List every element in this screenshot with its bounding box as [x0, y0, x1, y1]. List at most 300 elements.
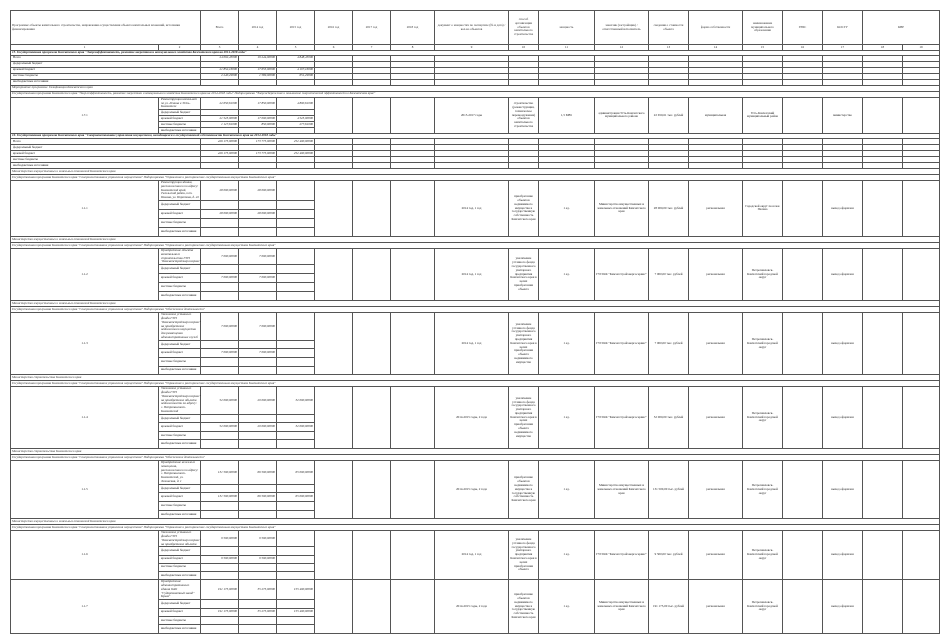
table-cell [903, 97, 940, 133]
funding-total: 52 000,00000 [201, 423, 239, 432]
column-header: КВР [863, 11, 940, 45]
funding-label: внебюджетные источники [159, 510, 201, 519]
object-row [11, 313, 940, 341]
column-number: 14 [689, 45, 743, 51]
header-row [11, 11, 940, 45]
funding-label: федеральный бюджет [11, 144, 201, 150]
funding-year-2 [277, 484, 315, 493]
funding-total: 426 175,00000 [201, 138, 239, 144]
object-cost: 7 000,00 тыс. рублей [649, 248, 689, 300]
funding-year-2 [277, 440, 315, 449]
column-number: 4 [239, 45, 277, 51]
funding-year-2: 155 400,00000 [277, 608, 315, 616]
funding-year-1: 19 244,00000 [239, 55, 277, 61]
funding-total [201, 547, 239, 555]
object-cost: 52 000,00 тыс. рублей [649, 387, 689, 449]
object-capacity: 1,5 МВт [539, 97, 595, 133]
object-name: Реконструкция котельной по ул. Ленина в Усть-Камчатске [159, 97, 201, 109]
object-method: увеличение уставного фонда государственного унитарного предприятия Камчатского края в целях приобретения объекта [509, 531, 539, 580]
section-note: Министерство строительства Камчатского края [11, 449, 940, 455]
funding-total: 7 000,00000 [201, 349, 239, 358]
column-header: ГРБС [783, 11, 823, 45]
column-header: 2016 год [315, 11, 353, 45]
table-cell [315, 97, 353, 133]
funding-total [201, 414, 239, 423]
object-cost: 191 175,00 тыс. рублей [649, 580, 689, 634]
column-number: 3 [201, 45, 239, 51]
funding-total [201, 600, 239, 608]
section-note: Государственная программа Камчатского края "Совершенствование управления имуществом" Подпрограмма "Управление и распоряжение государственным имуществом Камчатского края" [11, 242, 940, 248]
object-cost: 131 500,00 тыс. рублей [649, 461, 689, 519]
object-capacity: 1 ед. [539, 461, 595, 519]
object-capacity: 1 ед. [539, 180, 595, 236]
funding-year-2 [277, 531, 315, 547]
funding-label: федеральный бюджет [159, 110, 201, 116]
funding-total: 21 523,00000 [201, 116, 239, 122]
funding-label: Всего [11, 55, 201, 61]
funding-year-2 [277, 502, 315, 511]
funding-year-1 [239, 625, 277, 633]
object-ownership: муниципальная [689, 97, 743, 133]
table-cell [315, 580, 353, 634]
funding-year-2 [277, 218, 315, 227]
funding-label: краевой бюджет [11, 150, 201, 156]
object-ownership: региональная [689, 248, 743, 300]
table-cell [353, 313, 391, 375]
object-period: 2014-2015 годы, 2 года [435, 387, 509, 449]
funding-label: местные бюджеты [159, 122, 201, 128]
object-cost: 9 500,00 тыс. рублей [649, 531, 689, 580]
funding-year-1 [239, 283, 277, 292]
funding-year-1 [239, 510, 277, 519]
table-cell [353, 580, 391, 634]
section-note: Государственная программа Камчатского края "Совершенствование управления имуществом" Подпрограмма "Управление и распоряжение государственным имуществом Камчатского края" [11, 174, 940, 180]
table-cell [903, 248, 940, 300]
funding-label: внебюджетные источники [159, 625, 201, 633]
object-row [11, 180, 940, 200]
funding-year-1 [239, 616, 277, 624]
funding-label: федеральный бюджет [159, 414, 201, 423]
object-ownership: региональная [689, 461, 743, 519]
object-row [11, 580, 940, 600]
object-municipality: Усть-Камчатский муниципальный район [743, 97, 783, 133]
table-cell [783, 580, 823, 634]
object-method: увеличение уставного фонда государственного унитарного предприятия Камчатского края в целях приобретения объекта недвижимого имущества [509, 313, 539, 375]
object-method: строительство (реконструкция, техническое перевооружение) объектов капитального строительства [509, 97, 539, 133]
funding-year-1: 20 000,00000 [239, 387, 277, 415]
funding-label: краевой бюджет [11, 67, 201, 73]
funding-total [201, 283, 239, 292]
object-name: Реконструкция здания, расположенного по адресу: Камчатский край, Тигильский район, пгт. Палана, ул. Поротова, д. 22 [159, 180, 201, 200]
table-cell [903, 461, 940, 519]
object-municipality: Петропавловск-Камчатский городской округ [743, 313, 783, 375]
table-cell [783, 461, 823, 519]
column-header: КОСГУ [823, 11, 863, 45]
object-name: Приобретение нежилого помещения, расположенного по адресу: г. Петропавловск-Камчатский, ул. Ленинская, д. 1 [159, 461, 201, 485]
funding-total: 24 092,45000 [201, 55, 239, 61]
funding-total [201, 563, 239, 571]
table-cell [783, 248, 823, 300]
section-note: Государственная программа Камчатского края "Совершенствование управления имуществом" Подпрограмма "Управление и распоряжение государственным имуществом Камчатского края" [11, 525, 940, 531]
table-cell [315, 461, 353, 519]
object-number: 1.1.2 [11, 248, 159, 300]
funding-year-2 [277, 274, 315, 283]
funding-year-1 [239, 502, 277, 511]
funding-total: 28 000,00000 [201, 209, 239, 218]
funding-year-2: 277,61000 [277, 122, 315, 128]
funding-year-1 [239, 292, 277, 301]
table-cell [353, 180, 391, 236]
funding-total: 9 500,00000 [201, 531, 239, 547]
object-number: 1.1.3 [11, 313, 159, 375]
object-name: Приобретение административного здания ОАО "Судоремонтный завод" Крым" [159, 580, 201, 600]
object-name: Увеличение уставного фонда ГУП "Камчатстройэнергосервис" на приобретение объекта недвижимости по адресу: г. Петропавловск-Камчатский [159, 387, 201, 415]
funding-total: 191 175,00000 [201, 608, 239, 616]
program-title: 16. Государственная программа Камчатского края "Совершенствование управления имуществом, находящимся в государственной собственности Камчатского края на 2014-2018 годы" [11, 134, 940, 139]
column-number: 19 [903, 45, 940, 51]
column-number: 12 [595, 45, 649, 51]
object-row [11, 248, 940, 264]
funding-label: внебюджетные источники [159, 366, 201, 375]
column-header: 2018 год [391, 11, 435, 45]
funding-label: краевой бюджет [159, 209, 201, 218]
funding-label: федеральный бюджет [11, 61, 201, 67]
table-cell [315, 180, 353, 236]
object-grbs: выход оформлен [823, 248, 863, 300]
funding-year-2: 65 000,00000 [277, 493, 315, 502]
column-number: 9 [435, 45, 509, 51]
table-cell [353, 248, 391, 300]
funding-year-2: 4 197,16000 [277, 67, 315, 73]
funding-label: краевой бюджет [159, 608, 201, 616]
funding-label: краевой бюджет [159, 423, 201, 432]
funding-label: внебюджетные источники [11, 79, 201, 85]
funding-year-1: 9 500,00000 [239, 531, 277, 547]
table-cell [903, 180, 940, 236]
table-cell [391, 461, 435, 519]
column-header: документ о мощностях по экспертизе (№ и дата) / кол-во объектов [435, 11, 509, 45]
funding-label: местные бюджеты [159, 283, 201, 292]
funding-year-2 [277, 313, 315, 341]
funding-year-1 [239, 227, 277, 236]
object-period: 2015-2017 годы [435, 97, 509, 133]
table-cell [391, 580, 435, 634]
object-capacity: 1 ед. [539, 313, 595, 375]
funding-total: 52 000,00000 [201, 387, 239, 415]
funding-total [201, 616, 239, 624]
table-cell [903, 531, 940, 580]
funding-label: краевой бюджет [159, 493, 201, 502]
funding-label: внебюджетные источники [159, 571, 201, 579]
funding-label: внебюджетные источники [159, 292, 201, 301]
funding-year-1 [239, 357, 277, 366]
section-note: Государственная программа Камчатского края "Совершенствование управления имуществом" Подпрограмма "Управление и распоряжение государственным имуществом Камчатского края" [11, 381, 940, 387]
column-header: 2015 год [277, 11, 315, 45]
funding-year-1 [239, 571, 277, 579]
object-grbs: министерство [823, 97, 863, 133]
object-grbs: выход оформлен [823, 180, 863, 236]
object-row [11, 97, 940, 109]
funding-year-1: 1 589,00000 [239, 73, 277, 79]
table-cell [783, 97, 823, 133]
object-row [11, 387, 940, 415]
funding-label: внебюджетные источники [159, 440, 201, 449]
funding-total [201, 625, 239, 633]
funding-year-1 [239, 265, 277, 274]
funding-year-1: 35 275,00000 [239, 608, 277, 616]
funding-year-2 [277, 340, 315, 349]
object-grbs: выход оформлен [823, 313, 863, 375]
object-customer: Министерство имущественных и земельных отношений Камчатского края [595, 580, 649, 634]
object-municipality: Городской округ поселок Палана [743, 180, 783, 236]
funding-total [201, 502, 239, 511]
funding-year-1: 850,00000 [239, 122, 277, 128]
object-customer: администрация Усть-Камчатского муниципального района [595, 97, 649, 133]
column-header: 2017 год [353, 11, 391, 45]
column-number: 10 [509, 45, 539, 51]
program-title: 15. Государственная программа Камчатского края "Энергоэффективность, развитие энергетики и коммунального хозяйства Камчатского края на 2014-2018 годы" [11, 51, 940, 56]
object-method: приобретение объектов недвижимого имущества в государственную собственность Камчатского края [509, 461, 539, 519]
funding-year-2 [277, 180, 315, 200]
table-cell [903, 313, 940, 375]
column-header: сведения о стоимости объекта [649, 11, 689, 45]
funding-total [201, 357, 239, 366]
funding-total [201, 200, 239, 209]
column-number: 5 [277, 45, 315, 51]
funding-year-2 [277, 248, 315, 264]
object-method: увеличение уставного фонда государственного унитарного предприятия Камчатского края в целях приобретения объекта [509, 248, 539, 300]
table-cell [863, 313, 903, 375]
column-header: наименование муниципального образования [743, 11, 783, 45]
funding-year-1: 17 850,00000 [239, 97, 277, 109]
section-note: Государственная программа Камчатского края "Совершенствование управления имуществом" Подпрограмма "Обеспечение деятельности" [11, 455, 940, 461]
funding-year-2: 32 000,00000 [277, 387, 315, 415]
object-cost: 7 000,00 тыс. рублей [649, 313, 689, 375]
table-cell [391, 531, 435, 580]
object-name: Увеличение уставного фонда ГУП "Камчатстройэнергосервис" на приобретение объекта [159, 531, 201, 547]
funding-year-1 [239, 600, 277, 608]
column-header: форма собственности [689, 11, 743, 45]
funding-total: 21 852,16000 [201, 67, 239, 73]
funding-year-2 [277, 209, 315, 218]
object-period: 2014-2015 годы, 2 года [435, 461, 509, 519]
funding-label: внебюджетные источники [159, 227, 201, 236]
object-grbs: выход оформлен [823, 387, 863, 449]
table-cell [863, 387, 903, 449]
object-period: 2014 год, 1 год [435, 180, 509, 236]
funding-year-1: 173 775,00000 [239, 150, 277, 156]
funding-total: 22 650,61000 [201, 97, 239, 109]
column-header: Программы/ объекты капитального строительства, направления осуществления объекта капитальных вложений, источники финансирования [11, 11, 201, 45]
funding-label: местные бюджеты [159, 218, 201, 227]
object-ownership: региональная [689, 387, 743, 449]
funding-total: 1 127,61000 [201, 122, 239, 128]
funding-total [201, 227, 239, 236]
funding-total: 131 500,00000 [201, 493, 239, 502]
object-customer: ГУП КК "Камчатстройэнергосервис" [595, 248, 649, 300]
funding-year-1 [239, 563, 277, 571]
funding-label: федеральный бюджет [159, 340, 201, 349]
object-ownership: региональная [689, 531, 743, 580]
funding-total [201, 484, 239, 493]
section-note: Министерство имущественных и земельных отношений Камчатского края [11, 519, 940, 525]
table-cell [315, 387, 353, 449]
funding-year-2: 65 000,00000 [277, 461, 315, 485]
table-cell [391, 180, 435, 236]
object-period: 2014-2015 годы, 2 года [435, 580, 509, 634]
funding-year-1: 17 000,00000 [239, 116, 277, 122]
funding-total: 7 000,00000 [201, 274, 239, 283]
object-name: Увеличение уставного фонда ГУП "Камчатстройэнергосервис" на приобретение недвижимого имущества для размещения административных служб [159, 313, 201, 341]
funding-label: местные бюджеты [11, 73, 201, 79]
funding-year-1: 20 000,00000 [239, 423, 277, 432]
object-method: приобретение объектов недвижимого имущества в государственную собственность Камчатского края [509, 180, 539, 236]
funding-total: 7 000,00000 [201, 248, 239, 264]
object-customer: ГУП КК "Камчатстройэнергосервис" [595, 531, 649, 580]
section-note: Государственная программа Камчатского края "Энергоэффективность, развитие энергетики и коммунального хозяйства Камчатского края на 2014-2018 годы" Подпрограмма "Энергосбережение и повышение энергетической эффективности в Камчатском крае" [11, 91, 940, 97]
funding-year-1 [239, 484, 277, 493]
funding-year-2 [277, 227, 315, 236]
funding-label: местные бюджеты [159, 563, 201, 571]
funding-year-2 [277, 571, 315, 579]
table-cell [391, 313, 435, 375]
object-capacity: 1 ед. [539, 580, 595, 634]
funding-total [201, 431, 239, 440]
funding-year-2: 4 800,61000 [277, 97, 315, 109]
funding-total [201, 510, 239, 519]
funding-year-2 [277, 200, 315, 209]
funding-year-1 [239, 200, 277, 209]
funding-year-2: 4 523,00000 [277, 116, 315, 122]
funding-year-2: 252 400,00000 [277, 150, 315, 156]
funding-year-2 [277, 563, 315, 571]
funding-year-2: 155 400,00000 [277, 580, 315, 600]
funding-year-1: 7 000,00000 [239, 313, 277, 341]
column-header: заказчик (застройщик) / ответственный исполнитель [595, 11, 649, 45]
column-header: Всего [201, 11, 239, 45]
object-number: 1.1.6 [11, 531, 159, 580]
object-number: 1.1.1 [11, 180, 159, 236]
funding-label: местные бюджеты [159, 357, 201, 366]
funding-total: 426 175,00000 [201, 150, 239, 156]
table-cell [903, 387, 940, 449]
object-cost: 22 650,61 тыс. рублей [649, 97, 689, 133]
funding-year-1: 66 500,00000 [239, 461, 277, 485]
object-customer: ГУП КК "Камчатстройэнергосервис" [595, 387, 649, 449]
funding-total: 2 240,29000 [201, 73, 239, 79]
object-period: 2014 год, 1 год [435, 531, 509, 580]
column-number: 11 [539, 45, 595, 51]
object-grbs: выход оформлен [823, 580, 863, 634]
funding-year-2 [277, 510, 315, 519]
table-cell [353, 531, 391, 580]
funding-total [201, 440, 239, 449]
object-name: Приобретение объекта капитального строительства ГУП "Камчатстройэнергосервис" [159, 248, 201, 264]
object-municipality: Петропавловск-Камчатский городской округ [743, 461, 783, 519]
object-customer: ГУП КК "Камчатстройэнергосервис" [595, 313, 649, 375]
funding-year-1: 7 000,00000 [239, 248, 277, 264]
funding-year-2 [277, 431, 315, 440]
funding-year-1 [239, 218, 277, 227]
funding-label: федеральный бюджет [159, 265, 201, 274]
funding-year-2 [277, 414, 315, 423]
table-cell [783, 313, 823, 375]
funding-total [201, 292, 239, 301]
table-cell [315, 248, 353, 300]
column-number: 17 [823, 45, 863, 51]
table-cell [863, 580, 903, 634]
funding-year-1: 9 500,00000 [239, 555, 277, 563]
column-header: 2014 год [239, 11, 277, 45]
funding-year-2 [277, 547, 315, 555]
object-ownership: региональная [689, 313, 743, 375]
funding-total: 191 175,00000 [201, 580, 239, 600]
table-cell [863, 461, 903, 519]
funding-year-2 [277, 357, 315, 366]
column-number: 8 [391, 45, 435, 51]
object-municipality: Петропавловск-Камчатский городской округ [743, 531, 783, 580]
column-number: 15 [743, 45, 783, 51]
object-row [11, 531, 940, 547]
funding-year-2 [277, 616, 315, 624]
funding-label: местные бюджеты [159, 431, 201, 440]
column-number: 7 [353, 45, 391, 51]
funding-year-2 [277, 600, 315, 608]
section-note: Мероприятие программы: Газификация Камчатского края [11, 85, 940, 91]
table-cell [863, 180, 903, 236]
object-capacity: 1 ед. [539, 531, 595, 580]
object-ownership: региональная [689, 180, 743, 236]
object-customer: Министерство имущественных и земельных отношений Камчатского края [595, 180, 649, 236]
object-period: 2014 год, 1 год [435, 313, 509, 375]
object-capacity: 1 ед. [539, 387, 595, 449]
object-row [11, 461, 940, 485]
funding-label: местные бюджеты [159, 502, 201, 511]
funding-label: краевой бюджет [159, 349, 201, 358]
funding-year-1: 28 000,00000 [239, 209, 277, 218]
funding-total: 28 000,00000 [201, 180, 239, 200]
section-note: Министерство строительства Камчатского края [11, 375, 940, 381]
table-cell [863, 531, 903, 580]
funding-year-1: 35 275,00000 [239, 580, 277, 600]
column-number: 6 [315, 45, 353, 51]
table-cell [391, 387, 435, 449]
funding-year-1: 17 655,00000 [239, 67, 277, 73]
object-municipality: Петропавловск-Камчатский городской округ [743, 580, 783, 634]
funding-label: федеральный бюджет [159, 547, 201, 555]
funding-label: внебюджетные источники [159, 128, 201, 134]
funding-label: внебюджетные источники [11, 162, 201, 168]
funding-label: местные бюджеты [159, 616, 201, 624]
object-method: приобретение объектов недвижимого имущества в государственную собственность Камчатского края [509, 580, 539, 634]
funding-year-2 [277, 283, 315, 292]
funding-year-2 [277, 265, 315, 274]
funding-year-2 [277, 555, 315, 563]
object-number: 1.7.1 [11, 97, 159, 133]
funding-year-2 [277, 625, 315, 633]
column-number: 18 [863, 45, 903, 51]
table-cell [391, 248, 435, 300]
table-cell [353, 97, 391, 133]
object-period: 2014 год, 1 год [435, 248, 509, 300]
object-method: увеличение уставного фонда государственного унитарного предприятия Камчатского края в целях приобретения объекта недвижимого имущества [509, 387, 539, 449]
funding-total [201, 366, 239, 375]
table-cell [863, 248, 903, 300]
funding-total [201, 571, 239, 579]
funding-year-1 [239, 440, 277, 449]
funding-year-1 [239, 547, 277, 555]
object-number: 1.1.7 [11, 580, 159, 634]
